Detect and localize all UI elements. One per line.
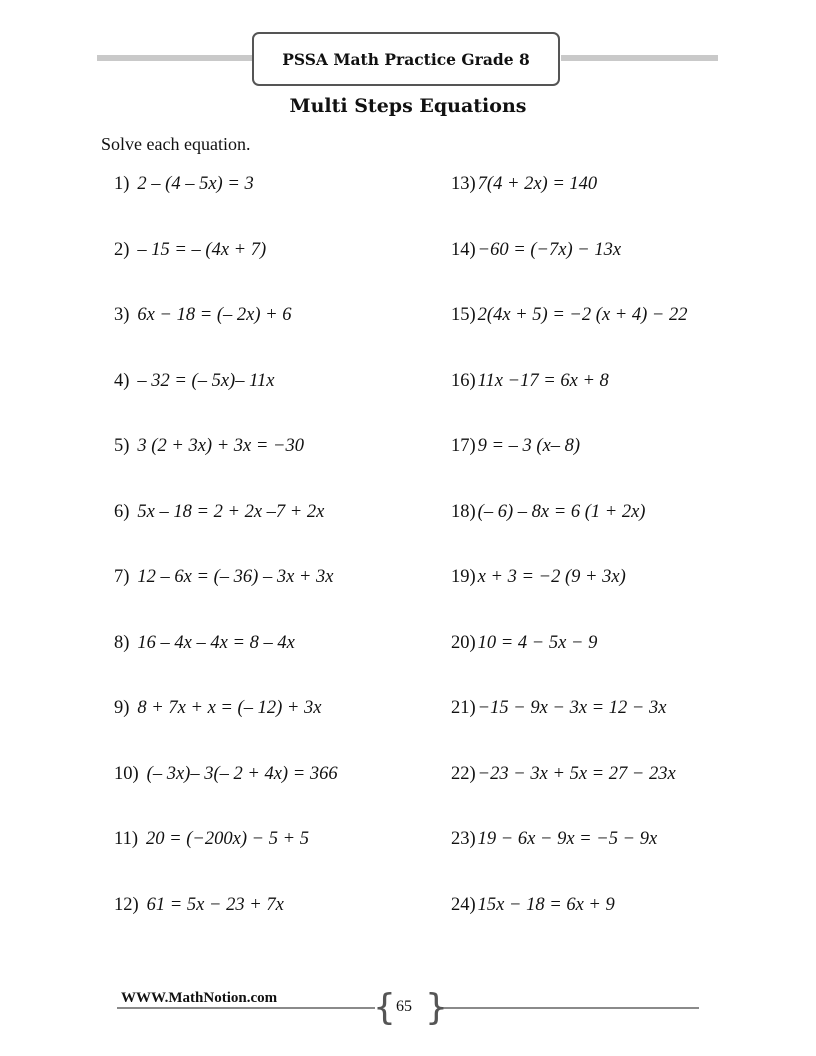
problem-number: 21) (451, 698, 476, 718)
problem-equation: 11x −17 = 6x + 8 (477, 371, 609, 391)
problem-equation: (– 3x)– 3(– 2 + 4x) = 366 (146, 764, 338, 784)
right-brace-ornament: } (425, 987, 448, 1028)
problem-item (114, 829, 309, 850)
problem-equation: 2 – (4 – 5x) = 3 (137, 174, 254, 194)
problem-item (114, 371, 274, 392)
problem-number: 10) (114, 764, 139, 784)
instructions: Solve each equation. (101, 134, 251, 154)
problem-number: 14) (451, 240, 476, 260)
problem-item (451, 305, 688, 326)
problem-number: 6) (114, 502, 130, 522)
problem-item (451, 764, 676, 785)
problem-number: 15) (451, 305, 476, 325)
book-title: PSSA Math Practice Grade 8 (282, 49, 530, 69)
problem-equation: 20 = (−200x) − 5 + 5 (145, 829, 309, 849)
problem-equation: – 15 = – (4x + 7) (137, 240, 267, 260)
problem-equation: 10 = 4 − 5x − 9 (477, 633, 598, 653)
problem-equation: 15x − 18 = 6x + 9 (477, 895, 615, 915)
problem-number: 7) (114, 567, 130, 587)
problem-item (451, 698, 666, 719)
problem-number: 1) (114, 174, 130, 194)
problem-number: 22) (451, 764, 476, 784)
problem-equation: 6x − 18 = (– 2x) + 6 (137, 305, 292, 325)
problem-number: 24) (451, 895, 476, 915)
problem-equation: 5x – 18 = 2 + 2x –7 + 2x (137, 502, 325, 522)
problem-item (114, 305, 292, 326)
problem-number: 17) (451, 436, 476, 456)
problem-number: 11) (114, 829, 138, 849)
footer-website: WWW.MathNotion.com (121, 990, 278, 1006)
problem-item (451, 240, 621, 261)
problem-number: 2) (114, 240, 130, 260)
page-number: 65 (396, 998, 412, 1015)
problem-equation: 2(4x + 5) = −2 (x + 4) − 22 (477, 305, 688, 325)
problem-equation: 16 – 4x – 4x = 8 – 4x (137, 633, 295, 653)
problem-number: 19) (451, 567, 476, 587)
problem-number: 4) (114, 371, 130, 391)
problem-equation: (– 6) – 8x = 6 (1 + 2x) (477, 502, 646, 522)
problem-equation: 19 − 6x − 9x = −5 − 9x (477, 829, 658, 849)
problem-item (114, 567, 333, 588)
footer-rule-right (437, 1007, 699, 1009)
problem-item (451, 829, 657, 850)
problem-equation: −60 = (−7x) − 13x (477, 240, 622, 260)
problem-item (451, 895, 615, 916)
problem-number: 8) (114, 633, 130, 653)
header-rule-right (561, 55, 718, 61)
problem-item (114, 895, 284, 916)
problem-equation: −23 − 3x + 5x = 27 − 23x (477, 764, 676, 784)
problem-equation: 61 = 5x − 23 + 7x (146, 895, 284, 915)
problem-item (114, 698, 321, 719)
problem-number: 3) (114, 305, 130, 325)
problem-number: 20) (451, 633, 476, 653)
problem-item (451, 567, 626, 588)
problem-item (114, 633, 295, 654)
problem-item (451, 436, 580, 457)
problem-item (114, 502, 324, 523)
problem-number: 9) (114, 698, 130, 718)
problem-number: 23) (451, 829, 476, 849)
problem-equation: −15 − 9x − 3x = 12 − 3x (477, 698, 667, 718)
problem-number: 12) (114, 895, 139, 915)
problem-number: 16) (451, 371, 476, 391)
problem-item (451, 633, 597, 654)
problem-number: 13) (451, 174, 476, 194)
problem-equation: – 32 = (– 5x)– 11x (137, 371, 275, 391)
header-rule-left (97, 55, 253, 61)
problem-item (114, 436, 304, 457)
problem-equation: 3 (2 + 3x) + 3x = −30 (137, 436, 304, 456)
problem-item (451, 502, 645, 523)
book-title-box (252, 32, 560, 86)
problem-equation: x + 3 = −2 (9 + 3x) (477, 567, 626, 587)
problem-item (114, 174, 254, 195)
footer-rule-left (117, 1007, 375, 1009)
problem-equation: 7(4 + 2x) = 140 (477, 174, 598, 194)
problem-item (451, 371, 609, 392)
left-brace-ornament: { (373, 987, 396, 1028)
problem-item (451, 174, 597, 195)
problem-item (114, 764, 338, 785)
problem-number: 5) (114, 436, 130, 456)
problem-item (114, 240, 266, 261)
problem-equation: 8 + 7x + x = (– 12) + 3x (137, 698, 322, 718)
problem-equation: 12 – 6x = (– 36) – 3x + 3x (137, 567, 334, 587)
problem-number: 18) (451, 502, 476, 522)
page-title: Multi Steps Equations (289, 95, 527, 117)
problem-equation: 9 = – 3 (x– 8) (477, 436, 581, 456)
